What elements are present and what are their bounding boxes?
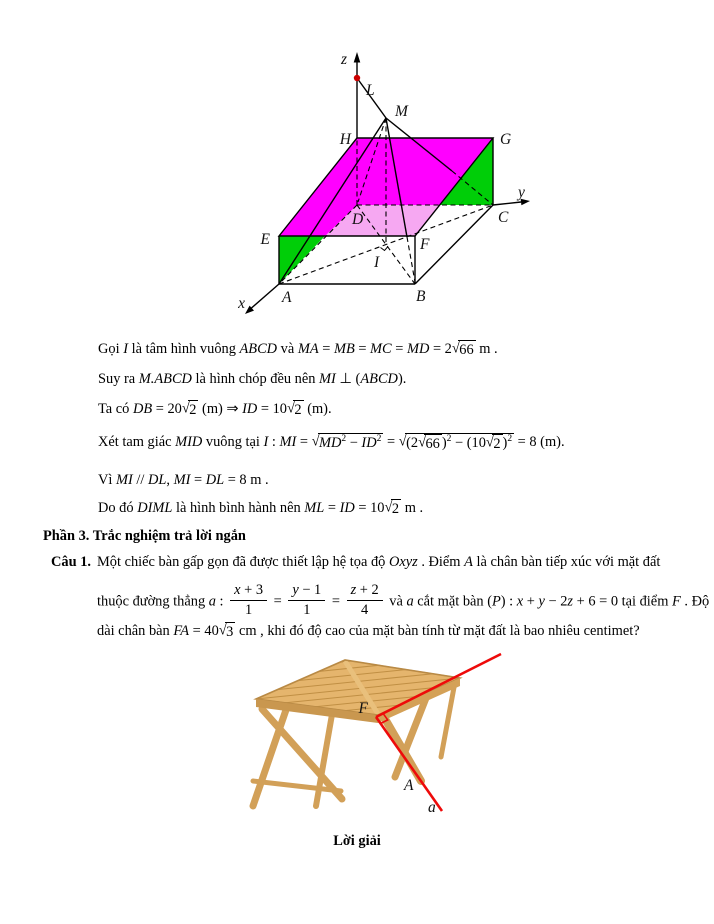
label-y: y xyxy=(518,184,525,201)
question-text-line-2: thuộc đường thẳng a : $\frac{x + 3}{1}$ = $\frac{y - 1}{1}$ = $\frac{z + 2}{4}$ và a cắt mặt bàn (P) : x + y − 2z + 6 = 0 tại điểm F . Độ xyxy=(97,582,710,618)
solution-line-4: Xét tam giác MID vuông tại I : MI = √ $MD^2 - ID^2$ = √ (2 √ 66 )$^2$ − (10 √ 2 )$^2$ = 8 (m). xyxy=(98,433,565,452)
label-E: E xyxy=(260,231,270,248)
solution-line-2: Suy ra M.ABCD là hình chóp đều nên MI ⊥ (ABCD). xyxy=(98,371,407,387)
geometry-3d-figure xyxy=(230,40,550,325)
label-L: L xyxy=(366,82,375,99)
solution-line-1: Gọi I là tâm hình vuông ABCD và MA = MB = MC = MD = 2 √ 66 m . xyxy=(98,340,498,358)
label-x: x xyxy=(238,295,245,312)
label-C: C xyxy=(498,209,509,226)
solution-line-6: Do đó DIML là hình bình hành nên ML = ID = 10 √ 2 m . xyxy=(98,499,424,517)
question-text-line-3: dài chân bàn FA = 40 √ 3 cm , khi đó độ cao của mặt bàn tính từ mặt đất là bao nhiêu centimet? xyxy=(97,622,640,640)
point-L-dot xyxy=(354,75,360,81)
table-label-A: A xyxy=(404,777,414,794)
label-H: H xyxy=(339,131,351,148)
label-B: B xyxy=(416,288,426,305)
section-heading: Phần 3. Trắc nghiệm trả lời ngắn xyxy=(43,528,246,544)
label-A: A xyxy=(282,289,292,306)
right-angle-mark-I xyxy=(381,247,389,251)
label-F: F xyxy=(420,236,430,253)
solution-heading: Lời giải xyxy=(333,833,381,849)
solution-line-5: Vì MI // DL, MI = DL = 8 m . xyxy=(98,472,269,488)
label-G: G xyxy=(500,131,512,148)
label-M: M xyxy=(395,103,408,120)
label-I: I xyxy=(374,254,380,271)
question-number: Câu 1. xyxy=(51,554,91,570)
label-z: z xyxy=(340,51,347,68)
table-label-F: F xyxy=(358,700,368,717)
solution-line-3: Ta có DB = 20 √ 2 (m) ⇒ ID = 10 √ 2 (m). xyxy=(98,400,332,418)
table-photo-figure xyxy=(240,645,510,825)
table-label-a: a xyxy=(428,799,436,816)
z-axis-arrow xyxy=(354,52,361,63)
question-text-line-1: Một chiếc bàn gấp gọn đã được thiết lập hệ tọa độ Oxyz . Điểm A là chân bàn tiếp xúc với mặt đất xyxy=(97,554,661,570)
label-D: D xyxy=(352,211,364,228)
